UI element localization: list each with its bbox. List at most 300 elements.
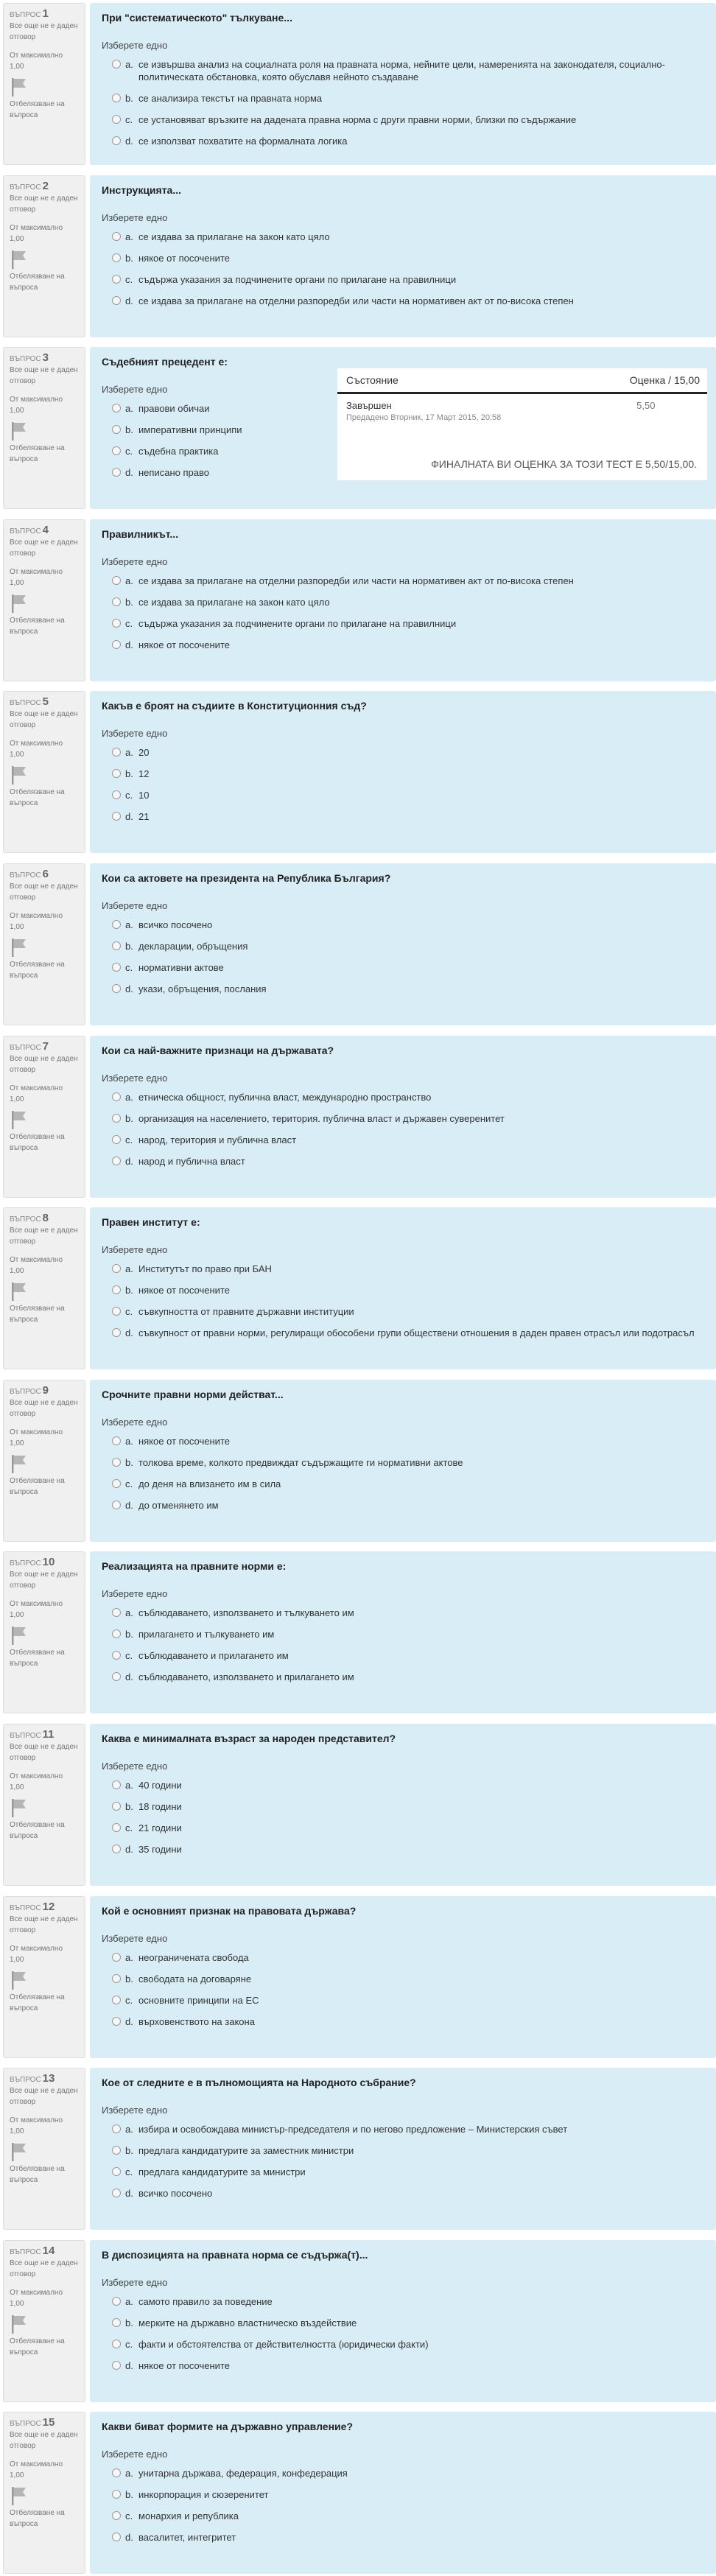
- answer-radio[interactable]: [112, 1501, 121, 1509]
- answer-radio[interactable]: [112, 748, 121, 757]
- question-number: [10, 352, 79, 365]
- answer-text: се издава за прилагане на закон като цяло: [138, 231, 330, 242]
- answer-prompt: Изберете едно: [102, 211, 168, 223]
- question-label: ВЪПРОС: [10, 699, 41, 708]
- answer-option[interactable]: [102, 2531, 704, 2544]
- answer-radio[interactable]: [112, 812, 121, 821]
- max-points-value: 1,00: [10, 234, 24, 243]
- answer-letter: b.: [125, 1285, 133, 1296]
- question-number-value: 15: [42, 2416, 55, 2429]
- answer-option[interactable]: [102, 1327, 704, 1339]
- answer-letter: c.: [125, 1478, 133, 1489]
- answer-radio[interactable]: [112, 2533, 121, 2541]
- flag-icon[interactable]: [10, 765, 29, 785]
- answer-option[interactable]: [102, 1800, 704, 1813]
- question-state: Все още не е даден отговор: [10, 194, 78, 214]
- answer-letter: d.: [125, 1844, 133, 1855]
- answer-letter: a.: [125, 231, 133, 242]
- answer-text: прилагането и тълкуването им: [138, 1629, 275, 1640]
- answer-option[interactable]: [102, 1456, 704, 1469]
- answer-option[interactable]: [102, 983, 704, 995]
- answer-prompt: Изберете едно: [102, 40, 168, 51]
- max-points-value: 1,00: [10, 407, 24, 415]
- answer-radio[interactable]: [112, 296, 121, 305]
- answer-radio[interactable]: [112, 1436, 121, 1445]
- answer-option[interactable]: [102, 1628, 704, 1640]
- question-number-value: 13: [42, 2072, 55, 2085]
- question-number-value: 4: [42, 523, 49, 536]
- answer-list: [102, 1263, 704, 1339]
- question-number: [10, 180, 79, 193]
- question-number-value: 9: [42, 1383, 49, 1397]
- answer-text: съблюдаването и прилагането им: [138, 1650, 289, 1662]
- flag-question-link[interactable]: Отбелязване на въпроса: [10, 788, 65, 808]
- answer-radio[interactable]: [112, 1157, 121, 1165]
- answer-radio[interactable]: [112, 2340, 121, 2348]
- question-label: ВЪПРОС: [10, 1215, 41, 1224]
- max-points-value: 1,00: [10, 1611, 24, 1620]
- answer-option[interactable]: [102, 135, 704, 147]
- answer-prompt: Изберете едно: [102, 1244, 168, 1256]
- answer-option[interactable]: [102, 1284, 704, 1296]
- answer-option[interactable]: [102, 2359, 704, 2372]
- answer-list: [102, 231, 704, 307]
- answer-text: 10: [138, 790, 150, 801]
- answer-option[interactable]: [102, 2166, 704, 2178]
- info-spacer: [10, 215, 79, 222]
- question-block: [0, 519, 716, 681]
- answer-letter: a.: [125, 1091, 133, 1103]
- flag-question-link[interactable]: Отбелязване на въпроса: [10, 2337, 65, 2356]
- answer-letter: c.: [125, 273, 133, 285]
- answer-letter: d.: [125, 1155, 133, 1167]
- answer-radio[interactable]: [112, 2124, 121, 2133]
- answer-list: [102, 1951, 704, 2028]
- answer-text: инкорпорация и сюзеренитет: [138, 2489, 269, 2501]
- flag-icon[interactable]: [10, 1625, 29, 1646]
- answer-radio[interactable]: [112, 1458, 121, 1467]
- question-block: [0, 1380, 716, 1542]
- answer-text: се издава за прилагане на отделни разпоредби или части на нормативен акт от по-висока степен: [138, 295, 574, 306]
- max-points-label: От максимално: [10, 1944, 63, 1953]
- answer-radio[interactable]: [112, 2490, 121, 2499]
- answer-text: се анализира текстът на правната норма: [138, 93, 323, 104]
- answer-letter: a.: [125, 747, 133, 759]
- answer-radio[interactable]: [112, 619, 121, 628]
- info-spacer: [10, 1419, 79, 1427]
- max-points-value: 1,00: [10, 751, 24, 759]
- answer-option[interactable]: [102, 1822, 704, 1834]
- answer-radio[interactable]: [112, 769, 121, 778]
- answer-list: [102, 1607, 704, 1683]
- question-info: [3, 2240, 85, 2402]
- answer-option[interactable]: [102, 2295, 704, 2308]
- answer-letter: a.: [125, 2295, 133, 2307]
- answer-option[interactable]: [102, 1973, 704, 1985]
- answer-radio[interactable]: [112, 1307, 121, 1316]
- answer-option[interactable]: [102, 58, 704, 83]
- question-content: [90, 1207, 716, 1369]
- answer-option[interactable]: [102, 2317, 704, 2329]
- flag-question-link[interactable]: Отбелязване на въпроса: [10, 1649, 65, 1668]
- answer-radio[interactable]: [112, 425, 121, 434]
- question-info: [3, 1724, 85, 1886]
- answer-radio[interactable]: [112, 60, 121, 69]
- answer-letter: b.: [125, 1973, 133, 1984]
- answer-radio[interactable]: [112, 2017, 121, 2026]
- answer-option[interactable]: [102, 2187, 704, 2200]
- summary-state-cell: [337, 393, 583, 423]
- flag-question-link[interactable]: Отбелязване на въпроса: [10, 444, 65, 464]
- question-number-value: 7: [42, 1039, 49, 1053]
- answer-letter: a.: [125, 919, 133, 930]
- flag-question-link[interactable]: Отбелязване на въпроса: [10, 272, 65, 292]
- answer-letter: c.: [125, 962, 133, 973]
- answer-radio[interactable]: [112, 1285, 121, 1294]
- answer-radio[interactable]: [112, 2146, 121, 2155]
- answer-radio[interactable]: [112, 1974, 121, 1983]
- answer-letter: d.: [125, 1671, 133, 1683]
- flag-question-link[interactable]: Отбелязване на въпроса: [10, 1821, 65, 1840]
- answer-radio[interactable]: [112, 1823, 121, 1832]
- answer-radio[interactable]: [112, 1092, 121, 1101]
- answer-option[interactable]: [102, 1607, 704, 1619]
- question-info: [3, 347, 85, 509]
- answer-letter: d.: [125, 295, 133, 306]
- question-state: Все още не е даден отговор: [10, 1915, 78, 1934]
- answer-letter: b.: [125, 1801, 133, 1812]
- answer-radio[interactable]: [112, 115, 121, 124]
- info-spacer: [10, 2452, 79, 2459]
- question-text: В диспозицията на правната норма се съдържа(т)...: [102, 2248, 368, 2261]
- answer-text: монархия и република: [138, 2510, 239, 2522]
- answer-option[interactable]: [102, 1951, 704, 1964]
- answer-text: толкова време, колкото предвиждат съдържащите ги нормативни актове: [138, 1456, 463, 1468]
- answer-option[interactable]: [102, 789, 704, 801]
- answer-prompt: Изберете едно: [102, 2449, 168, 2460]
- answer-letter: c.: [125, 790, 133, 801]
- answer-option[interactable]: [102, 1435, 704, 1447]
- answer-letter: b.: [125, 2145, 133, 2157]
- answer-option[interactable]: [102, 1134, 704, 1146]
- question-info: [3, 691, 85, 853]
- question-block: [0, 175, 716, 337]
- summary-table: [337, 368, 707, 422]
- flag-icon[interactable]: [10, 2485, 29, 2506]
- answer-option[interactable]: [102, 92, 704, 105]
- question-content: [90, 1036, 716, 1198]
- answer-option[interactable]: [102, 1263, 704, 1275]
- answer-text: 21 години: [138, 1822, 182, 1833]
- summary-submitted: Предадено Вторник, 17 Март 2015, 20:58: [346, 413, 502, 422]
- final-grade-text: ФИНАЛНАТА ВИ ОЦЕНКА ЗА ТОЗИ ТЕСТ Е 5,50/15,00.: [431, 458, 697, 470]
- question-text: Съдебният прецедент е:: [102, 356, 228, 368]
- answer-letter: d.: [125, 1499, 133, 1511]
- question-label: ВЪПРОС: [10, 2247, 41, 2256]
- answer-radio[interactable]: [112, 275, 121, 284]
- answer-option[interactable]: [102, 1305, 704, 1318]
- answer-radio[interactable]: [112, 2361, 121, 2370]
- question-text: Какъв е броят на съдиите в Конституционния съд?: [102, 700, 367, 712]
- question-state: Все още не е даден отговор: [10, 1226, 78, 1246]
- question-text: Кои са най-важните признаци на държавата?: [102, 1044, 334, 1056]
- answer-text: декларации, обръщения: [138, 941, 248, 952]
- answer-text: всичко посочено: [138, 2188, 213, 2200]
- answer-text: съблюдаването, използването и тълкуването им: [138, 1607, 354, 1619]
- answer-letter: c.: [125, 2338, 133, 2350]
- answer-option[interactable]: [102, 961, 704, 974]
- question-number: [10, 1901, 79, 1914]
- answer-radio[interactable]: [112, 1328, 121, 1337]
- answer-list: [102, 2295, 704, 2372]
- flag-icon[interactable]: [10, 249, 29, 270]
- flag-icon[interactable]: [10, 2314, 29, 2334]
- attempt-summary: [337, 368, 707, 480]
- answer-letter: c.: [125, 617, 133, 629]
- answer-radio[interactable]: [112, 136, 121, 145]
- answer-option[interactable]: [102, 617, 704, 630]
- info-spacer: [10, 903, 79, 910]
- answer-radio[interactable]: [112, 253, 121, 262]
- answer-radio[interactable]: [112, 963, 121, 972]
- answer-radio[interactable]: [112, 468, 121, 477]
- answer-text: правови обичаи: [138, 403, 210, 415]
- info-spacer: [10, 1247, 79, 1254]
- answer-option[interactable]: [102, 1779, 704, 1791]
- flag-icon[interactable]: [10, 1109, 29, 1130]
- answer-text: народ и публична власт: [138, 1155, 245, 1167]
- answer-text: се издава за прилагане на отделни разпоредби или части на нормативен акт от по-висока степен: [138, 575, 574, 586]
- question-state: Все още не е даден отговор: [10, 1743, 78, 1762]
- answer-option[interactable]: [102, 2488, 704, 2501]
- answer-text: някое от посочените: [138, 1435, 230, 1447]
- answer-text: мерките на държавно властническо въздействие: [138, 2317, 357, 2328]
- answer-option[interactable]: [102, 1499, 704, 1512]
- answer-option[interactable]: [102, 810, 704, 823]
- answer-text: до отменянето им: [138, 1499, 219, 1511]
- answer-prompt: Изберете едно: [102, 1932, 168, 1944]
- answer-letter: c.: [125, 2166, 133, 2178]
- max-points-value: 1,00: [10, 1783, 24, 1791]
- answer-radio[interactable]: [112, 920, 121, 929]
- flag-icon[interactable]: [10, 937, 29, 958]
- answer-list: [102, 1435, 704, 1512]
- answer-radio[interactable]: [112, 1996, 121, 2004]
- answer-radio[interactable]: [112, 597, 121, 606]
- question-block: [0, 1036, 716, 1198]
- answer-text: се извършва анализ на социалната роля на правната норма, нейните цели, намеренията на законодателя, социално-политическата обстановка, която обуславя нейното създаване: [138, 59, 665, 83]
- answer-text: 18 години: [138, 1801, 182, 1812]
- answer-radio[interactable]: [112, 1672, 121, 1681]
- answer-option[interactable]: [102, 768, 704, 780]
- answer-prompt: Изберете едно: [102, 1761, 168, 1772]
- flag-question-link[interactable]: Отбелязване на въпроса: [10, 1993, 65, 2012]
- answer-prompt: Изберете едно: [102, 1588, 168, 1600]
- answer-option[interactable]: [102, 252, 704, 264]
- answer-option[interactable]: [102, 2510, 704, 2522]
- answer-text: се използват похватите на формалната логика: [138, 136, 348, 147]
- answer-text: върховенството на закона: [138, 2015, 255, 2027]
- answer-letter: d.: [125, 811, 133, 823]
- answer-option[interactable]: [102, 1155, 704, 1168]
- answer-option[interactable]: [102, 2123, 704, 2135]
- answer-radio[interactable]: [112, 1629, 121, 1638]
- info-spacer: [10, 1763, 79, 1771]
- flag-question-link[interactable]: Отбелязване на въпроса: [10, 1476, 65, 1496]
- answer-radio[interactable]: [112, 984, 121, 993]
- flag-question-link[interactable]: Отбелязване на въпроса: [10, 616, 65, 636]
- answer-text: основните принципи на ЕС: [138, 1994, 259, 2006]
- question-text: Кои са актовете на президента на Република България?: [102, 872, 391, 884]
- answer-radio[interactable]: [112, 1845, 121, 1853]
- answer-radio[interactable]: [112, 446, 121, 455]
- answer-letter: b.: [125, 1112, 133, 1124]
- flag-question-link[interactable]: Отбелязване на въпроса: [10, 2509, 65, 2529]
- answer-text: съвкупност от правни норми, регулиращи обособени групи обществени отношения в даден правен отрасъл или подотрасъл: [138, 1327, 695, 1339]
- answer-text: Институтът по право при БАН: [138, 1263, 272, 1275]
- answer-text: съдържа указания за подчинените органи по прилагане на правилници: [138, 273, 457, 285]
- flag-icon[interactable]: [10, 77, 29, 97]
- question-label: ВЪПРОС: [10, 2076, 41, 2085]
- max-points-value: 1,00: [10, 2299, 24, 2308]
- question-label: ВЪПРОС: [10, 2420, 41, 2429]
- question-block: [0, 3, 716, 165]
- flag-question-link[interactable]: Отбелязване на въпроса: [10, 2165, 65, 2185]
- answer-option[interactable]: [102, 575, 704, 587]
- answer-option[interactable]: [102, 940, 704, 952]
- answer-radio[interactable]: [112, 2167, 121, 2176]
- max-points-value: 1,00: [10, 578, 24, 587]
- answer-option[interactable]: [102, 1091, 704, 1103]
- answer-radio[interactable]: [112, 94, 121, 102]
- question-block: [0, 2412, 716, 2574]
- answer-option[interactable]: [102, 2144, 704, 2157]
- answer-text: 12: [138, 768, 150, 780]
- answer-radio[interactable]: [112, 640, 121, 649]
- answer-option[interactable]: [102, 113, 704, 126]
- answer-text: етническа общност, публична власт, международно пространство: [138, 1091, 432, 1103]
- answer-letter: b.: [125, 768, 133, 780]
- question-label: ВЪПРОС: [10, 355, 41, 364]
- question-number-value: 6: [42, 868, 49, 880]
- answer-option[interactable]: [102, 746, 704, 759]
- answer-letter: a.: [125, 1780, 133, 1791]
- answer-option[interactable]: [102, 2015, 704, 2028]
- max-points-label: От максимално: [10, 740, 63, 748]
- answer-option[interactable]: [102, 1112, 704, 1125]
- answer-radio[interactable]: [112, 2468, 121, 2477]
- answer-option[interactable]: [102, 919, 704, 931]
- answer-text: до деня на влизането им в сила: [138, 1478, 281, 1489]
- answer-list: [102, 1091, 704, 1168]
- info-spacer: [10, 1591, 79, 1598]
- flag-question-link[interactable]: Отбелязване на въпроса: [10, 1132, 65, 1152]
- answer-radio[interactable]: [112, 2511, 121, 2520]
- question-state: Все още не е даден отговор: [10, 710, 78, 730]
- question-block: [0, 1724, 716, 1886]
- question-label: ВЪПРОС: [10, 527, 41, 536]
- answer-text: 40 години: [138, 1780, 182, 1791]
- answer-letter: b.: [125, 941, 133, 952]
- answer-option[interactable]: [102, 1671, 704, 1683]
- answer-radio[interactable]: [112, 1802, 121, 1811]
- answer-option[interactable]: [102, 596, 704, 608]
- max-points-value: 1,00: [10, 923, 24, 931]
- answer-text: васалитет, интегритет: [138, 2532, 236, 2544]
- flag-icon[interactable]: [10, 421, 29, 441]
- answer-radio[interactable]: [112, 1651, 121, 1660]
- answer-letter: a.: [125, 59, 133, 70]
- answer-radio[interactable]: [112, 1264, 121, 1273]
- flag-icon[interactable]: [10, 2141, 29, 2162]
- answer-text: някое от посочените: [138, 639, 230, 650]
- answer-radio[interactable]: [112, 2297, 121, 2306]
- answer-option[interactable]: [102, 2467, 704, 2480]
- question-content: [90, 691, 716, 853]
- question-block: [0, 1551, 716, 1713]
- info-spacer: [10, 387, 79, 394]
- answer-option[interactable]: [102, 639, 704, 651]
- answer-radio[interactable]: [112, 941, 121, 950]
- flag-question-link[interactable]: Отбелязване на въпроса: [10, 100, 65, 119]
- answer-option[interactable]: [102, 1843, 704, 1856]
- answer-option[interactable]: [102, 1649, 704, 1662]
- flag-icon[interactable]: [10, 1281, 29, 1302]
- answer-radio[interactable]: [112, 404, 121, 413]
- flag-icon[interactable]: [10, 1453, 29, 1474]
- question-info: [3, 2068, 85, 2230]
- answer-radio[interactable]: [112, 232, 121, 241]
- answer-radio[interactable]: [112, 1780, 121, 1789]
- answer-letter: c.: [125, 1650, 133, 1662]
- question-state: Все още не е даден отговор: [10, 1398, 78, 1418]
- answer-radio[interactable]: [112, 2318, 121, 2327]
- question-number: [10, 2245, 79, 2258]
- max-points-label: От максимално: [10, 912, 63, 920]
- answer-option[interactable]: [102, 1478, 704, 1490]
- question-state: Все още не е даден отговор: [10, 2087, 78, 2107]
- answer-radio[interactable]: [112, 1953, 121, 1962]
- answer-text: укази, обръщения, послания: [138, 983, 267, 994]
- flag-icon[interactable]: [10, 593, 29, 614]
- answer-letter: b.: [125, 424, 133, 436]
- answer-radio[interactable]: [112, 790, 121, 799]
- answer-letter: d.: [125, 467, 133, 479]
- flag-question-link[interactable]: Отбелязване на въпроса: [10, 1305, 65, 1324]
- max-points-label: От максимално: [10, 2116, 63, 2125]
- answer-radio[interactable]: [112, 576, 121, 585]
- answer-radio[interactable]: [112, 1114, 121, 1123]
- question-text: Инструкцията...: [102, 183, 182, 196]
- flag-question-link[interactable]: Отбелязване на въпроса: [10, 961, 65, 980]
- answer-radio[interactable]: [112, 1608, 121, 1617]
- answer-option[interactable]: [102, 2338, 704, 2351]
- answer-option[interactable]: [102, 295, 704, 307]
- answer-text: организация на населението, територия. публична власт и държавен суверенитет: [138, 1112, 505, 1124]
- answer-letter: a.: [125, 2124, 133, 2135]
- answer-option[interactable]: [102, 1994, 704, 2007]
- answer-option[interactable]: [102, 273, 704, 286]
- flag-icon[interactable]: [10, 1970, 29, 1990]
- info-spacer: [10, 1075, 79, 1083]
- max-points-label: От максимално: [10, 1600, 63, 1609]
- answer-option[interactable]: [102, 231, 704, 243]
- answer-radio[interactable]: [112, 2189, 121, 2197]
- answer-prompt: Изберете едно: [102, 2105, 168, 2116]
- answer-radio[interactable]: [112, 1135, 121, 1144]
- answer-radio[interactable]: [112, 1479, 121, 1488]
- flag-icon[interactable]: [10, 1797, 29, 1818]
